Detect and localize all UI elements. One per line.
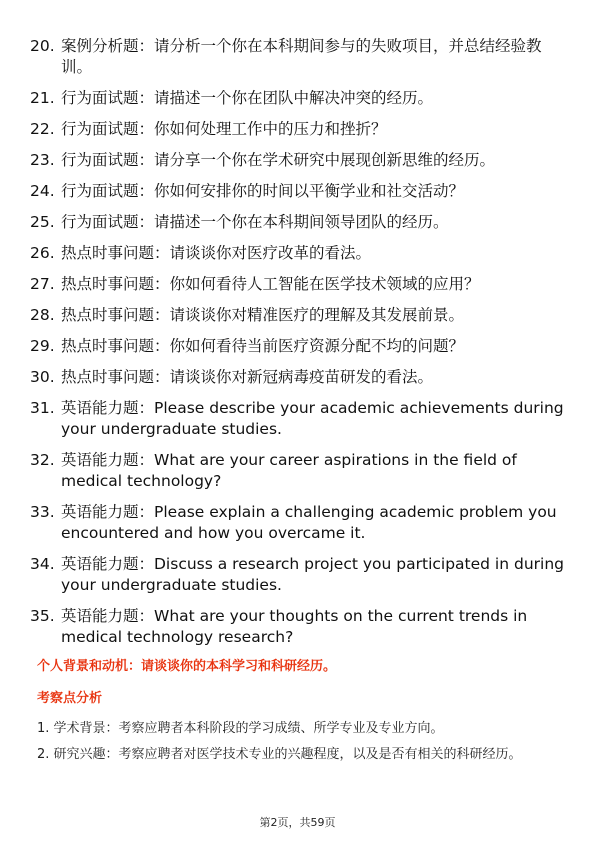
question-text: 行为面试题：请描述一个你在本科期间领导团队的经历。: [61, 213, 449, 231]
list-item: [30, 36, 570, 78]
question-text: 英语能力题：Please explain a challenging academic problem you encountered and how you overcame it.: [61, 503, 557, 542]
section-heading: 个人背景和动机：请谈谈你的本科学习和科研经历。: [37, 659, 337, 674]
list-item: [30, 88, 570, 109]
question-text: 行为面试题：你如何安排你的时间以平衡学业和社交活动？: [61, 182, 465, 200]
question-number: 21.: [30, 89, 55, 107]
question-text: 英语能力题：What are your career aspirations in the field of medical technology?: [61, 451, 517, 490]
list-item: [30, 119, 570, 140]
question-text: 热点时事问题：请谈谈你对精准医疗的理解及其发展前景。: [61, 306, 465, 324]
page-footer: 第2页，共59页: [259, 816, 336, 829]
list-item: [30, 181, 570, 202]
list-item: [30, 336, 570, 357]
question-number: 35.: [30, 607, 55, 625]
question-number: 23.: [30, 151, 55, 169]
list-item: [30, 274, 570, 295]
list-item: [30, 243, 570, 264]
question-text: 英语能力题：Please describe your academic achievements during your undergraduate studies.: [61, 399, 564, 438]
question-number: 25.: [30, 213, 55, 231]
list-item: [30, 502, 570, 544]
question-text: 行为面试题：请分享一个你在学术研究中展现创新思维的经历。: [61, 151, 496, 169]
question-number: 34.: [30, 555, 55, 573]
question-text: 行为面试题：你如何处理工作中的压力和挫折？: [61, 120, 387, 138]
analysis-point: 1. 学术背景：考察应聘者本科阶段的学习成绩、所学专业及专业方向。: [37, 721, 444, 736]
question-number: 28.: [30, 306, 55, 324]
question-number: 27.: [30, 275, 55, 293]
question-text: 英语能力题：Discuss a research project you participated in during your undergraduate studies.: [61, 555, 564, 594]
question-number: 33.: [30, 503, 55, 521]
question-number: 24.: [30, 182, 55, 200]
question-number: 29.: [30, 337, 55, 355]
question-number: 26.: [30, 244, 55, 262]
list-item: [30, 150, 570, 171]
question-text: 热点时事问题：你如何看待人工智能在医学技术领域的应用？: [61, 275, 480, 293]
list-item: [30, 305, 570, 326]
list-item: [30, 212, 570, 233]
question-number: 32.: [30, 451, 55, 469]
question-text: 热点时事问题：请谈谈你对医疗改革的看法。: [61, 244, 372, 262]
question-text: 热点时事问题：请谈谈你对新冠病毒疫苗研发的看法。: [61, 368, 434, 386]
analysis-points: [37, 716, 562, 768]
question-number: 20.: [30, 37, 55, 55]
list-item: [30, 554, 570, 596]
list-item: [30, 450, 570, 492]
question-text: 行为面试题：请描述一个你在团队中解决冲突的经历。: [61, 89, 434, 107]
list-item: [30, 367, 570, 388]
question-number: 31.: [30, 399, 55, 417]
list-item: [30, 398, 570, 440]
question-text: 案例分析题：请分析一个你在本科期间参与的失败项目，并总结经验教训。: [61, 37, 542, 76]
question-text: 热点时事问题：你如何看待当前医疗资源分配不均的问题？: [61, 337, 465, 355]
analysis-point: 2. 研究兴趣：考察应聘者对医学技术专业的兴趣程度，以及是否有相关的科研经历。: [37, 747, 522, 762]
question-text: 英语能力题：What are your thoughts on the current trends in medical technology research?: [61, 607, 528, 646]
question-number: 22.: [30, 120, 55, 138]
question-number: 30.: [30, 368, 55, 386]
analysis-heading: 考察点分析: [37, 691, 103, 706]
list-item: [30, 606, 570, 648]
question-list: [30, 36, 570, 658]
